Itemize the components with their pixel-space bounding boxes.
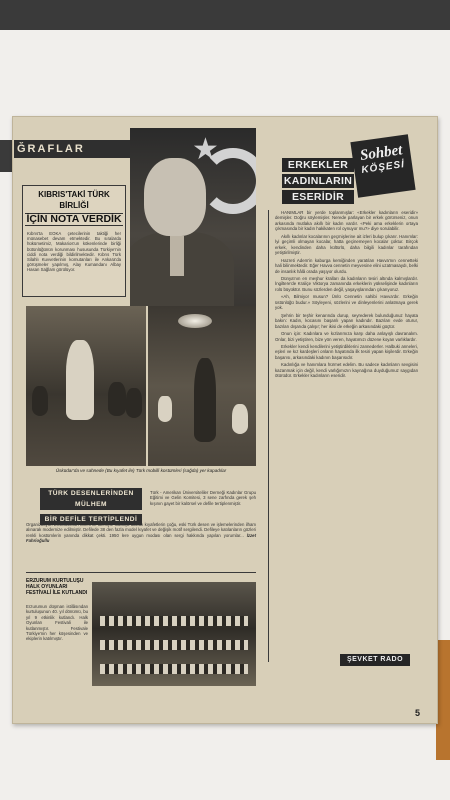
chandelier [178,314,212,328]
section-header: ĞRAFLAR [14,140,132,158]
fashion-signature: İzzet Fahrioğullu [26,532,256,544]
dancer-row [100,664,248,674]
cyprus-title-line1: KIBRIS'TAKİ TÜRK BİRLİĞİ [38,190,110,210]
article-paragraph: Erkekler kendi kendilerini yetiştirdiklerini zannederler. Halbuki anneleri, eşleri ve kız kardeşleri onların hayatında ilk tesiri yapan kişilerdir. Erkeğin başarısı, arkasındaki kadının başarısıdır. [275,343,418,360]
audience-figure [158,396,172,422]
dancer-photo [26,306,146,466]
main-headline-line2: KADINLARIN [283,175,353,187]
fashion-headline-line1: TÜRK DESENLERİNDEN MÜLHEM [40,488,142,510]
article-paragraph: Dünya'nın en meşhur kralları da kadınların tesiri altında kalmışlardır. İngiltere'de Kraliçe Viktorya zamanında erkeklerin yükselişinde kadınların rolü büyüktür. Bunu sözlerden değil, yaşayışlarından çıkarıyoruz. [275,275,418,292]
cyprus-title-line2: İÇİN NOTA VERDİK [26,213,122,225]
article-paragraph: Akıllı kadınlar kocalarının geçmişlerine ait izleri bulup çıkarır. Hanımlar: İyi geçimli olmayan kocalar, hatta geçinemeyen kocalar çoktur. Birçok erkek, kendinden daha kültürlü, daha bilgili kadınlar tarafından yetiştirilmiştir. [275,233,418,256]
sohbet-logo-line1: Sohbet [359,142,404,165]
audience-figure [32,386,48,416]
table-edge [436,640,450,760]
article-paragraph: Hazreti Adem'in kaburga kemiğinden yaratılan Havva'nın cennetteki hali bilinmektedir. Eğer Havva cennetin meyvesine elini uzatmasaydı, belki de insanlık hâlâ orada yaşıyor olurdu. [275,257,418,274]
model-photo [148,306,256,466]
sohbet-kosesi-logo [350,134,415,198]
audience-figure [232,404,248,434]
fashion-body [26,522,256,544]
fashion-intro: Türk - Amerikan Üniversiteliler Derneği Kadınlar Grupu Eğitimi ve Gelin Komitesi, 3 sene zarfında gerek şeh kışının gayet bir kalörsel ve defile tertiplenmiştir. [150,490,256,506]
article-paragraph: Kadınlığa ve hanımlara hürmet edelim. Bu sadece kadınların sevgisini kazanmak için değil, kendi varlığımızın kaynağına duyduğumuz saygıdan ötürüdür. Erkekler kadınların eseridir. [275,362,418,379]
flag-crescent-icon [200,148,256,214]
previous-page-edge [0,140,12,172]
article-paragraph: Onun için: Kadınlara ve kızlarımıza karşı daha anlayışlı davranalım. Onlar, bizi yetiştiren, bize yön veren, hayatımızı düzene koyan varlıklardır. [275,331,418,342]
fashion-headline-line2: BİR DEFİLE TERTİPLENDİ [40,514,142,525]
uniform-collar [170,236,184,276]
sohbet-logo-line2: KÖŞESİ [360,158,406,176]
cyprus-title [23,186,125,228]
main-headline-line1: ERKEKLER [282,158,354,172]
photo-caption: Üsküdar'da ve sahnede (Bu kıyafet ile) Türk mobilli kostümleri (sağda) yer kapadılar [55,468,227,473]
page-number: 5 [415,708,421,718]
flag-star-icon: ★ [192,133,219,166]
model-figure [194,358,216,442]
dancer-row [100,640,248,650]
article-paragraph: «Ah, Bilmiyor musun? Ünlü Cennetin sahibi Havva'dır. Erkeğin üstünlüğü budur.» Söyleyeni, sözlerini ve dinleyenlerini anlatmaya gerek yok. [275,294,418,311]
folk-dance-photo [92,582,256,686]
officer-head [144,158,206,236]
background-strip [0,0,450,30]
cyprus-article [22,185,126,297]
audience-figure [108,382,126,416]
erzurum-body: Erzurumun düşman istilâsından kurtuluşunun 40. yıl dönümü, bu yıl 9 etkinlik kutlandı. Halk Oyunları Festivali ile kutlanmıştır. Festivale Türkiye'nin her köşesinden ve ekiplerin katılmıştır. [26,604,88,642]
main-article-body [268,210,418,662]
dancer-figure [66,340,94,420]
main-headline [282,158,354,206]
main-headline-line3: ESERİDİR [282,190,354,204]
audience-figure [126,388,142,418]
section-divider [26,572,256,573]
dancer-row [100,616,248,626]
cyprus-body: Kıbrıs'ta EOKA çetecilerinin taktiği her münasebet devam etmektedir. Bu sıralarda hükümetimiz, Makarios'un kökenlerinde birliği bütünlüğünün korunması hususunda Türkiye'nin ciddi nota verdiği bildirilmektedir. Kıbrıs Türk Silahlı Kuvvetlerinin komutanları ile Ankara'da görüşmeler yapılmış, Alay Kumandanı Albay Hasan Sağlam görülüyor. [27,231,121,273]
erzurum-headline: ERZURUM KURTULUŞU HALK OYUNLARI FESTİVALİ İLE KUTLANDI [26,578,88,597]
portrait-photo [130,128,256,306]
fashion-body-text: Organizasyon Enstitüsünün töreni ile ailesiyle oldukça alakalı kıyafetlerin çoğu, eski Türk desen ve işlemelerinden ilham alınarak modernize edilmiştir. Defilede 38 den fazla model kıyafet ve değişik motif sergilendi. Defileye katılanların gözleri renkli kostümlerin yanında dikkat çekti. 1950 lere uygun modası olan sergi hakkında yapılan yorumlar... [26,522,256,538]
article-paragraph: Şehrin bir teşhir kenarında durup, seyrederek bulunduğunuz hayata bakın: Kadın, kocasını başarılı yapan kadındır. Bazıları evde oturur, bazıları dışarıda çalışır; her ikisi de erkeğin arkasındaki güçtür. [275,312,418,329]
author-name: ŞEVKET RADO [340,654,410,666]
article-paragraph: HANIMLAR bir yerde toplanmışlar: «Erkekler kadınların eseridir» demişler. Doğru söylemişler. Nerede parlayan bir erkek görürseniz, onun arkasında mutlaka akıllı bir kadın vardır. «Peki ama erkeklerin ortaya çıkmasında bir kadın hakikaten rol oynuyor mu?» diye sorulabilir. [275,210,418,232]
